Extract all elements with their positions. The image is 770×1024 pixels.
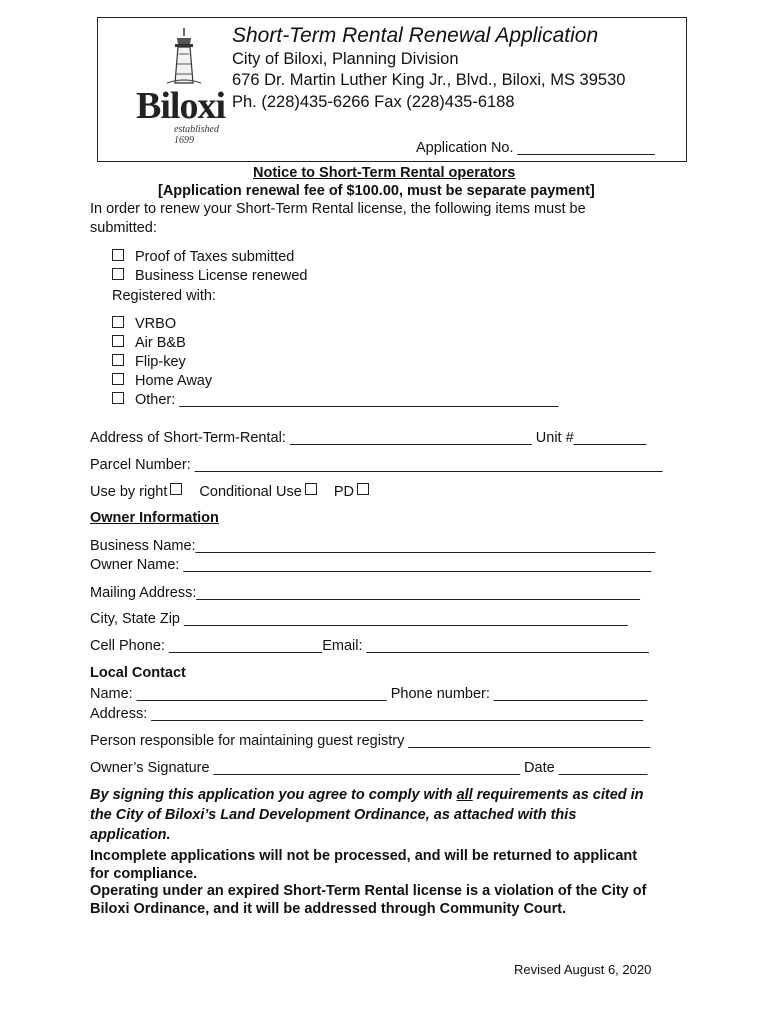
checkbox[interactable] <box>112 392 124 404</box>
agreement-text: By signing this application you agree to comply with <box>90 787 457 803</box>
use-by-right-checkbox[interactable] <box>170 483 182 495</box>
address-line: 676 Dr. Martin Luther King Jr., Blvd., Biloxi, MS 39530 <box>232 71 626 89</box>
intro-text: In order to renew your Short-Term Rental license, the following items must be <box>90 201 586 217</box>
local-contact-heading: Local Contact <box>90 665 186 681</box>
platform-other[interactable] <box>112 392 558 408</box>
registry-person-field[interactable]: Person responsible for maintaining guest registry ______________________________ <box>90 733 651 749</box>
platform-label: Home Away <box>135 373 213 389</box>
checkbox[interactable] <box>112 249 124 261</box>
expired-notice: Operating under an expired Short-Term Rental license is a violation of the City of <box>90 883 647 899</box>
pd-label: PD <box>333 484 354 500</box>
revision-date: Revised August 6, 2020 <box>514 962 652 977</box>
page-title: Short-Term Rental Renewal Application <box>232 24 599 47</box>
platform-homeaway[interactable] <box>112 373 212 389</box>
checkbox[interactable] <box>112 354 124 366</box>
owner-info-heading: Owner Information <box>90 510 219 526</box>
phone-email-field[interactable]: Cell Phone: ___________________Email: ___________________________________ <box>90 638 649 654</box>
mailing-address-field[interactable]: Mailing Address:_______________________________________________________ <box>90 585 640 601</box>
pd-checkbox[interactable] <box>357 483 369 495</box>
checkbox[interactable] <box>112 335 124 347</box>
fee-notice: [Application renewal fee of $100.00, must be separate payment] <box>158 183 595 199</box>
division-line: City of Biloxi, Planning Division <box>232 50 459 68</box>
platform-vrbo[interactable] <box>112 316 176 332</box>
platform-label: Other: _______________________________________________ <box>135 392 559 408</box>
logo-established: established 1699 <box>174 124 219 146</box>
checklist-item-license[interactable] <box>112 268 308 284</box>
conditional-use-label: Conditional Use <box>199 484 302 500</box>
contact-name-phone-field[interactable]: Name: _______________________________ Phone number: ___________________ <box>90 686 648 702</box>
biloxi-logo <box>116 26 226 146</box>
use-by-right-label: Use by right <box>90 484 168 500</box>
logo-wordmark: Biloxi <box>136 85 226 127</box>
parcel-number-field[interactable]: Parcel Number: __________________________________________________________ <box>90 457 663 473</box>
use-type-row <box>90 483 369 500</box>
platform-label: VRBO <box>135 316 177 332</box>
agreement-text: requirements as cited in <box>472 787 644 803</box>
platform-airbnb[interactable] <box>112 335 186 351</box>
intro-text-2: submitted: <box>90 220 157 236</box>
owner-name-field[interactable]: Owner Name: __________________________________________________________ <box>90 557 652 573</box>
city-state-zip-field[interactable]: City, State Zip _______________________________________________________ <box>90 611 628 627</box>
agreement-all: all <box>456 787 473 803</box>
signature-date-field[interactable]: Owner’s Signature ______________________________________ Date ___________ <box>90 760 648 776</box>
phone-fax-line: Ph. (228)435-6266 Fax (228)435-6188 <box>232 93 515 111</box>
rental-address-field[interactable]: Address of Short-Term-Rental: ______________________________ Unit #_________ <box>90 430 647 446</box>
checklist-item-taxes[interactable] <box>112 249 294 265</box>
agreement-line-2: the City of Biloxi’s Land Development Ordinance, as attached with this <box>90 807 577 823</box>
business-name-field[interactable]: Business Name:_________________________________________________________ <box>90 538 656 554</box>
agreement-line-3: application. <box>90 827 171 843</box>
registered-with-label: Registered with: <box>112 288 216 304</box>
incomplete-notice-2: for compliance. <box>90 866 198 882</box>
platform-flipkey[interactable] <box>112 354 186 370</box>
contact-address-field[interactable]: Address: _____________________________________________________________ <box>90 706 644 722</box>
lighthouse-icon <box>162 28 206 86</box>
platform-label: Air B&B <box>135 335 186 351</box>
checkbox[interactable] <box>112 373 124 385</box>
checklist-item-label: Business License renewed <box>135 268 308 284</box>
checkbox[interactable] <box>112 268 124 280</box>
conditional-use-checkbox[interactable] <box>305 483 317 495</box>
agreement-line-1 <box>90 787 644 803</box>
checkbox[interactable] <box>112 316 124 328</box>
application-number-field[interactable]: Application No. _________________ <box>416 140 655 156</box>
platform-label: Flip-key <box>135 354 186 370</box>
expired-notice-2: Biloxi Ordinance, and it will be addressed through Community Court. <box>90 901 567 917</box>
incomplete-notice: Incomplete applications will not be processed, and will be returned to applicant <box>90 848 638 864</box>
checklist-item-label: Proof of Taxes submitted <box>135 249 295 265</box>
notice-heading: Notice to Short-Term Rental operators <box>253 165 516 181</box>
